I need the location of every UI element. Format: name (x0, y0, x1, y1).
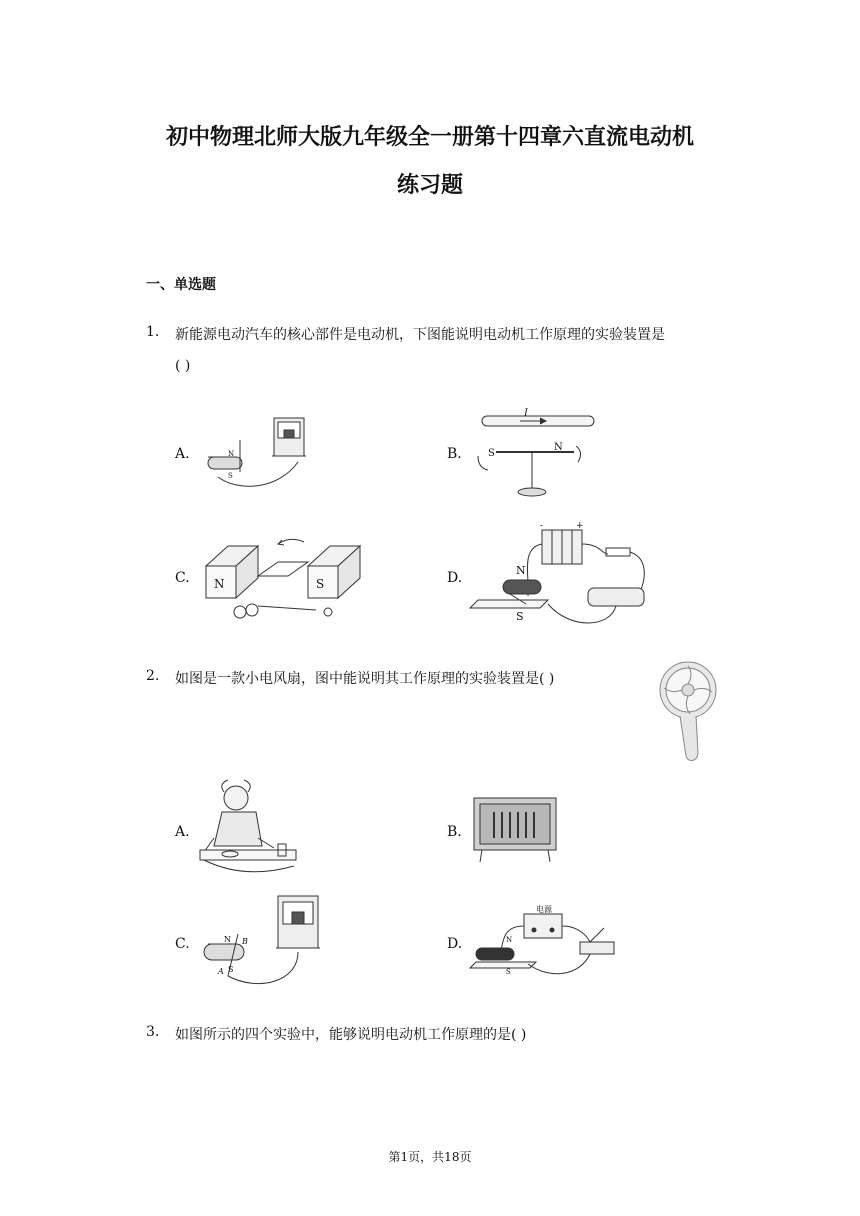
q1-d-label-minus: - (540, 521, 544, 531)
question-1-text-line2: ( ) (175, 358, 191, 374)
q1-option-c-label[interactable]: C. (175, 570, 190, 586)
q2-option-d-label[interactable]: D. (447, 936, 463, 952)
q2-option-b-figure (470, 794, 560, 864)
q1-option-a-figure (198, 412, 318, 492)
q1-c-label-n: N (214, 577, 225, 591)
q1-option-b-figure (470, 404, 600, 500)
q1-b-label-n: N (554, 442, 563, 453)
q2-c-label-n: N (224, 935, 231, 944)
section-heading: 一、单选题 (146, 277, 216, 293)
q2-d-label-n: N (506, 936, 513, 944)
q1-d-label-n: N (516, 564, 526, 577)
question-1-number: 1. (146, 324, 160, 340)
q2-option-c-label[interactable]: C. (175, 936, 190, 952)
q1-a-label-s: S (228, 472, 233, 480)
page-title-line1: 初中物理北师大版九年级全一册第十四章六直流电动机 (165, 124, 694, 150)
q1-c-label-s: S (316, 577, 325, 591)
q1-option-d-figure (470, 518, 660, 638)
q1-b-label-s: S (488, 448, 495, 459)
q2-option-b-label[interactable]: B. (447, 824, 462, 840)
q1-option-c-figure (196, 526, 366, 628)
page-footer: 第1页，共18页 (388, 1150, 472, 1164)
question-2-text: 如图是一款小电风扇，图中能说明其工作原理的实验装置是( ) (175, 671, 555, 687)
q2-c-label-s: S (228, 965, 234, 974)
q2-c-label-a: A (218, 967, 224, 976)
question-3-number: 3. (146, 1024, 160, 1040)
question-2-number: 2. (146, 668, 160, 684)
q1-d-label-plus: + (576, 521, 584, 531)
q2-option-a-figure (194, 778, 314, 880)
q2-d-label-power: 电源 (536, 905, 552, 914)
q2-c-label-b: B (242, 937, 248, 946)
q2-option-c-figure (198, 892, 338, 988)
q1-option-a-label[interactable]: A. (175, 446, 190, 462)
page-title-line2: 练习题 (396, 172, 463, 198)
q1-option-b-label[interactable]: B. (447, 446, 462, 462)
question-1-text: 新能源电动汽车的核心部件是电动机，下图能说明电动机工作原理的实验装置是 (175, 327, 665, 343)
question-3-text: 如图所示的四个实验中，能够说明电动机工作原理的是( ) (175, 1027, 527, 1043)
q1-a-label-n: N (228, 450, 235, 458)
q2-option-a-label[interactable]: A. (175, 824, 190, 840)
q1-option-d-label[interactable]: D. (447, 570, 463, 586)
q1-b-label-i: I (524, 408, 528, 419)
q2-d-label-s: S (506, 968, 511, 976)
q1-d-label-s: S (516, 610, 524, 623)
q2-option-d-figure (470, 902, 630, 980)
hand-fan-figure (656, 660, 726, 764)
